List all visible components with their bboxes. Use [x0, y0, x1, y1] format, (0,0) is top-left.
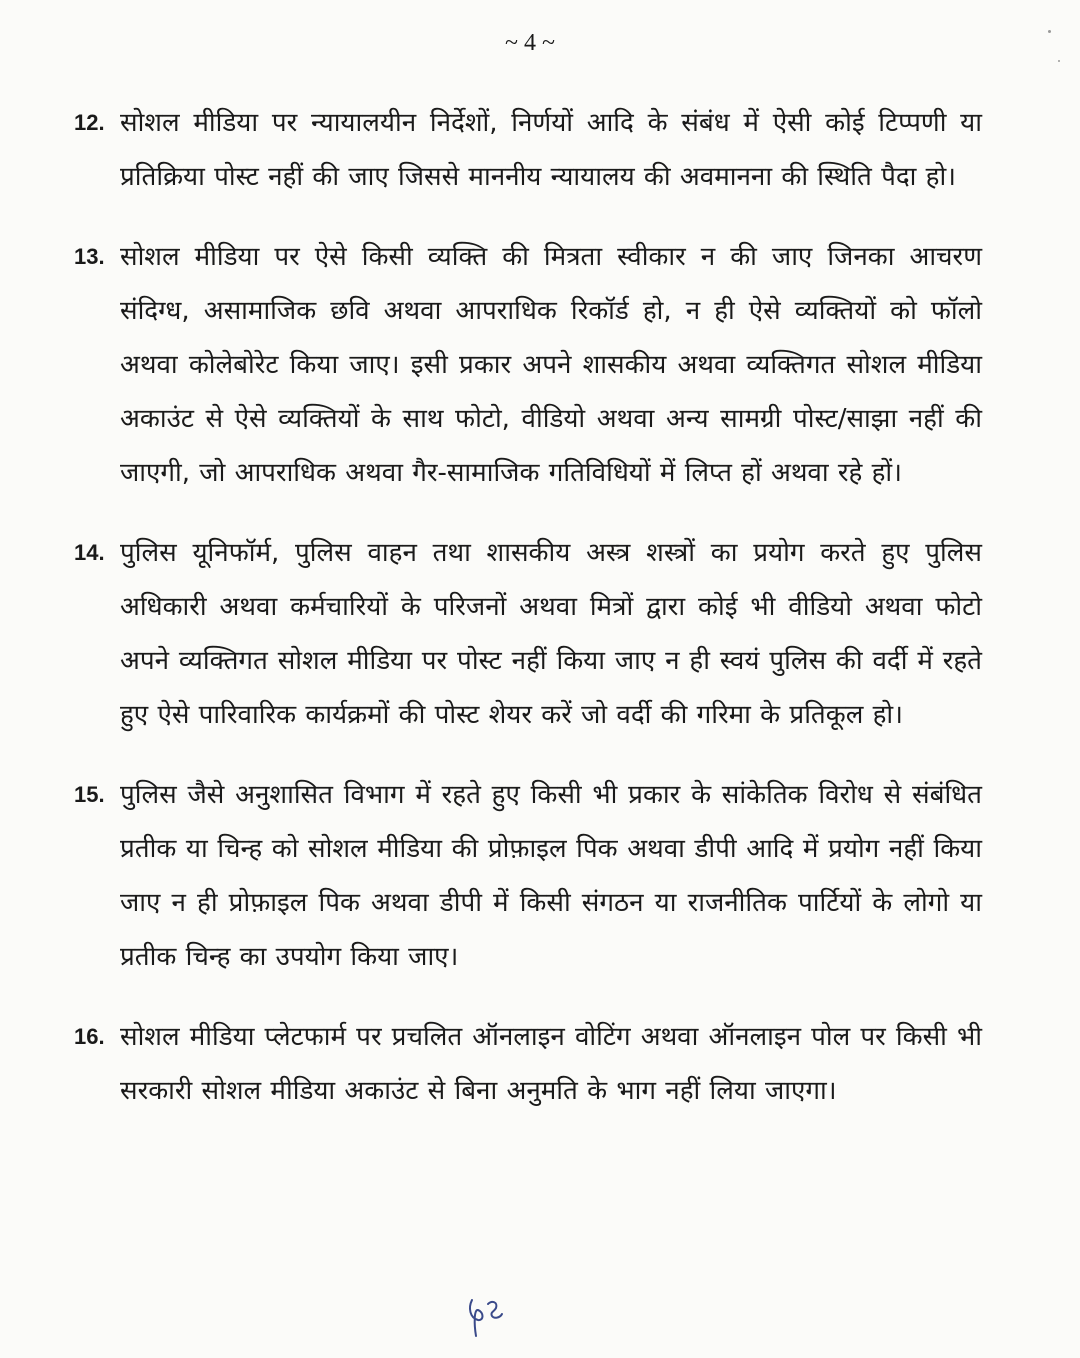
item-text: सोशल मीडिया प्लेटफार्म पर प्रचलित ऑनलाइन वोटिंग अथवा ऑनलाइन पोल पर किसी भी सरकारी सोशल मीडिया अकाउंट से बिना अनुमति के भाग नहीं लिया जाएगा। [120, 1022, 982, 1106]
paper-speck [1048, 30, 1051, 33]
list-item [74, 768, 982, 984]
item-number: 15. [74, 782, 105, 807]
item-number: 13. [74, 244, 105, 269]
item-text: सोशल मीडिया पर न्यायालयीन निर्देशों, निर्णयों आदि के संबंध में ऐसी कोई टिप्पणी या प्रतिक्रिया पोस्ट नहीं की जाए जिससे माननीय न्यायालय की अवमानना की स्थिति पैदा हो। [120, 108, 982, 192]
page-number: ~ 4 ~ [505, 30, 555, 56]
item-text: पुलिस यूनिफॉर्म, पुलिस वाहन तथा शासकीय अस्त्र शस्त्रों का प्रयोग करते हुए पुलिस अधिकारी अथवा कर्मचारियों के परिजनों अथवा मित्रों द्वारा कोई भी वीडियो अथवा फोटो अपने व्यक्तिगत सोशल मीडिया पर पोस्ट नहीं किया जाए न ही स्वयं पुलिस की वर्दी में रहते हुए ऐसे पारिवारिक कार्यक्रमों की पोस्ट शेयर करें जो वर्दी की गरिमा के प्रतिकूल हो। [120, 538, 982, 730]
list-item [74, 526, 982, 742]
item-text: पुलिस जैसे अनुशासित विभाग में रहते हुए किसी भी प्रकार के सांकेतिक विरोध से संबंधित प्रतीक या चिन्ह को सोशल मीडिया की प्रोफ़ाइल पिक अथवा डीपी आदि में प्रयोग नहीं किया जाए न ही प्रोफ़ाइल पिक अथवा डीपी में किसी संगठन या राजनीतिक पार्टियों के लोगो या प्रतीक चिन्ह का उपयोग किया जाए। [120, 780, 982, 972]
list-item [74, 230, 982, 500]
numbered-list [74, 96, 982, 1144]
item-number: 14. [74, 540, 105, 565]
item-number: 12. [74, 110, 105, 135]
item-number: 16. [74, 1024, 105, 1049]
list-item [74, 1010, 982, 1118]
paper-speck [1058, 60, 1060, 62]
signature-mark [458, 1290, 518, 1340]
item-text: सोशल मीडिया पर ऐसे किसी व्यक्ति की मित्रता स्वीकार न की जाए जिनका आचरण संदिग्ध, असामाजिक छवि अथवा आपराधिक रिकॉर्ड हो, न ही ऐसे व्यक्तियों को फॉलो अथवा कोलेबोरेट किया जाए। इसी प्रकार अपने शासकीय अथवा व्यक्तिगत सोशल मीडिया अकाउंट से ऐसे व्यक्तियों के साथ फोटो, वीडियो अथवा अन्य सामग्री पोस्ट/साझा नहीं की जाएगी, जो आपराधिक अथवा गैर-सामाजिक गतिविधियों में लिप्त हों अथवा रहे हों। [120, 242, 982, 488]
list-item [74, 96, 982, 204]
